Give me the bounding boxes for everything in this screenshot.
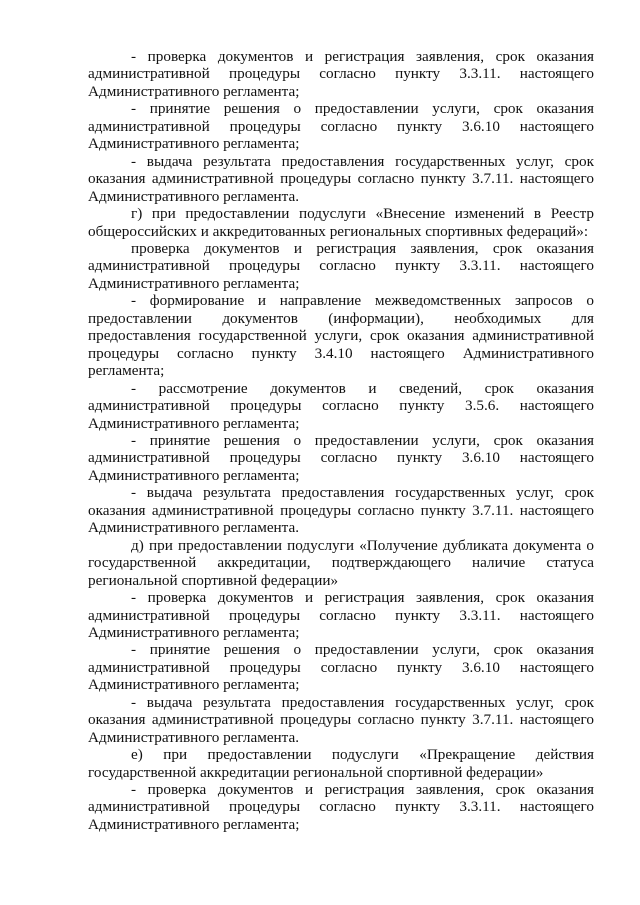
paragraph: проверка документов и регистрация заявления, срок оказания административной процедуры согласно пункту 3.3.11. настоящего Административного регламента; xyxy=(88,239,594,292)
paragraph: - формирование и направление межведомственных запросов о предоставлении документов (информации), необходимых для предоставления государственной услуги, срок оказания административной процедуры согласно пункту 3.4.10 настоящего Административного регламента; xyxy=(88,292,594,380)
paragraph: г) при предоставлении подуслуги «Внесение изменений в Реестр общероссийских и аккредитованных региональных спортивных федераций»: xyxy=(88,205,594,240)
paragraph: - проверка документов и регистрация заявления, срок оказания административной процедуры согласно пункту 3.3.11. настоящего Административного регламента; xyxy=(88,589,594,641)
paragraph: - рассмотрение документов и сведений, срок оказания административной процедуры согласно пункту 3.5.6. настоящего Административного регламента; xyxy=(88,379,594,432)
paragraph: - проверка документов и регистрация заявления, срок оказания административной процедуры согласно пункту 3.3.11. настоящего Административного регламента; xyxy=(88,781,594,833)
document-body xyxy=(88,48,594,833)
paragraph: - принятие решения о предоставлении услуги, срок оказания административной процедуры согласно пункту 3.6.10 настоящего Административного регламента; xyxy=(88,641,594,694)
paragraph: - принятие решения о предоставлении услуги, срок оказания административной процедуры согласно пункту 3.6.10 настоящего Административного регламента; xyxy=(88,100,594,153)
paragraph: - принятие решения о предоставлении услуги, срок оказания административной процедуры согласно пункту 3.6.10 настоящего Административного регламента; xyxy=(88,431,594,484)
paragraph: - выдача результата предоставления государственных услуг, срок оказания административной процедуры согласно пункту 3.7.11. настоящего Административного регламента. xyxy=(88,484,594,537)
paragraph: е) при предоставлении подуслуги «Прекращение действия государственной аккредитации региональной спортивной федерации» xyxy=(88,746,594,781)
paragraph: - выдача результата предоставления государственных услуг, срок оказания административной процедуры согласно пункту 3.7.11. настоящего Административного регламента. xyxy=(88,152,594,205)
paragraph: - проверка документов и регистрация заявления, срок оказания административной процедуры согласно пункту 3.3.11. настоящего Административного регламента; xyxy=(88,48,594,100)
paragraph: д) при предоставлении подуслуги «Получение дубликата документа о государственной аккредитации, подтверждающего наличие статуса региональной спортивной федерации» xyxy=(88,536,594,589)
paragraph: - выдача результата предоставления государственных услуг, срок оказания административной процедуры согласно пункту 3.7.11. настоящего Административного регламента. xyxy=(88,693,594,746)
